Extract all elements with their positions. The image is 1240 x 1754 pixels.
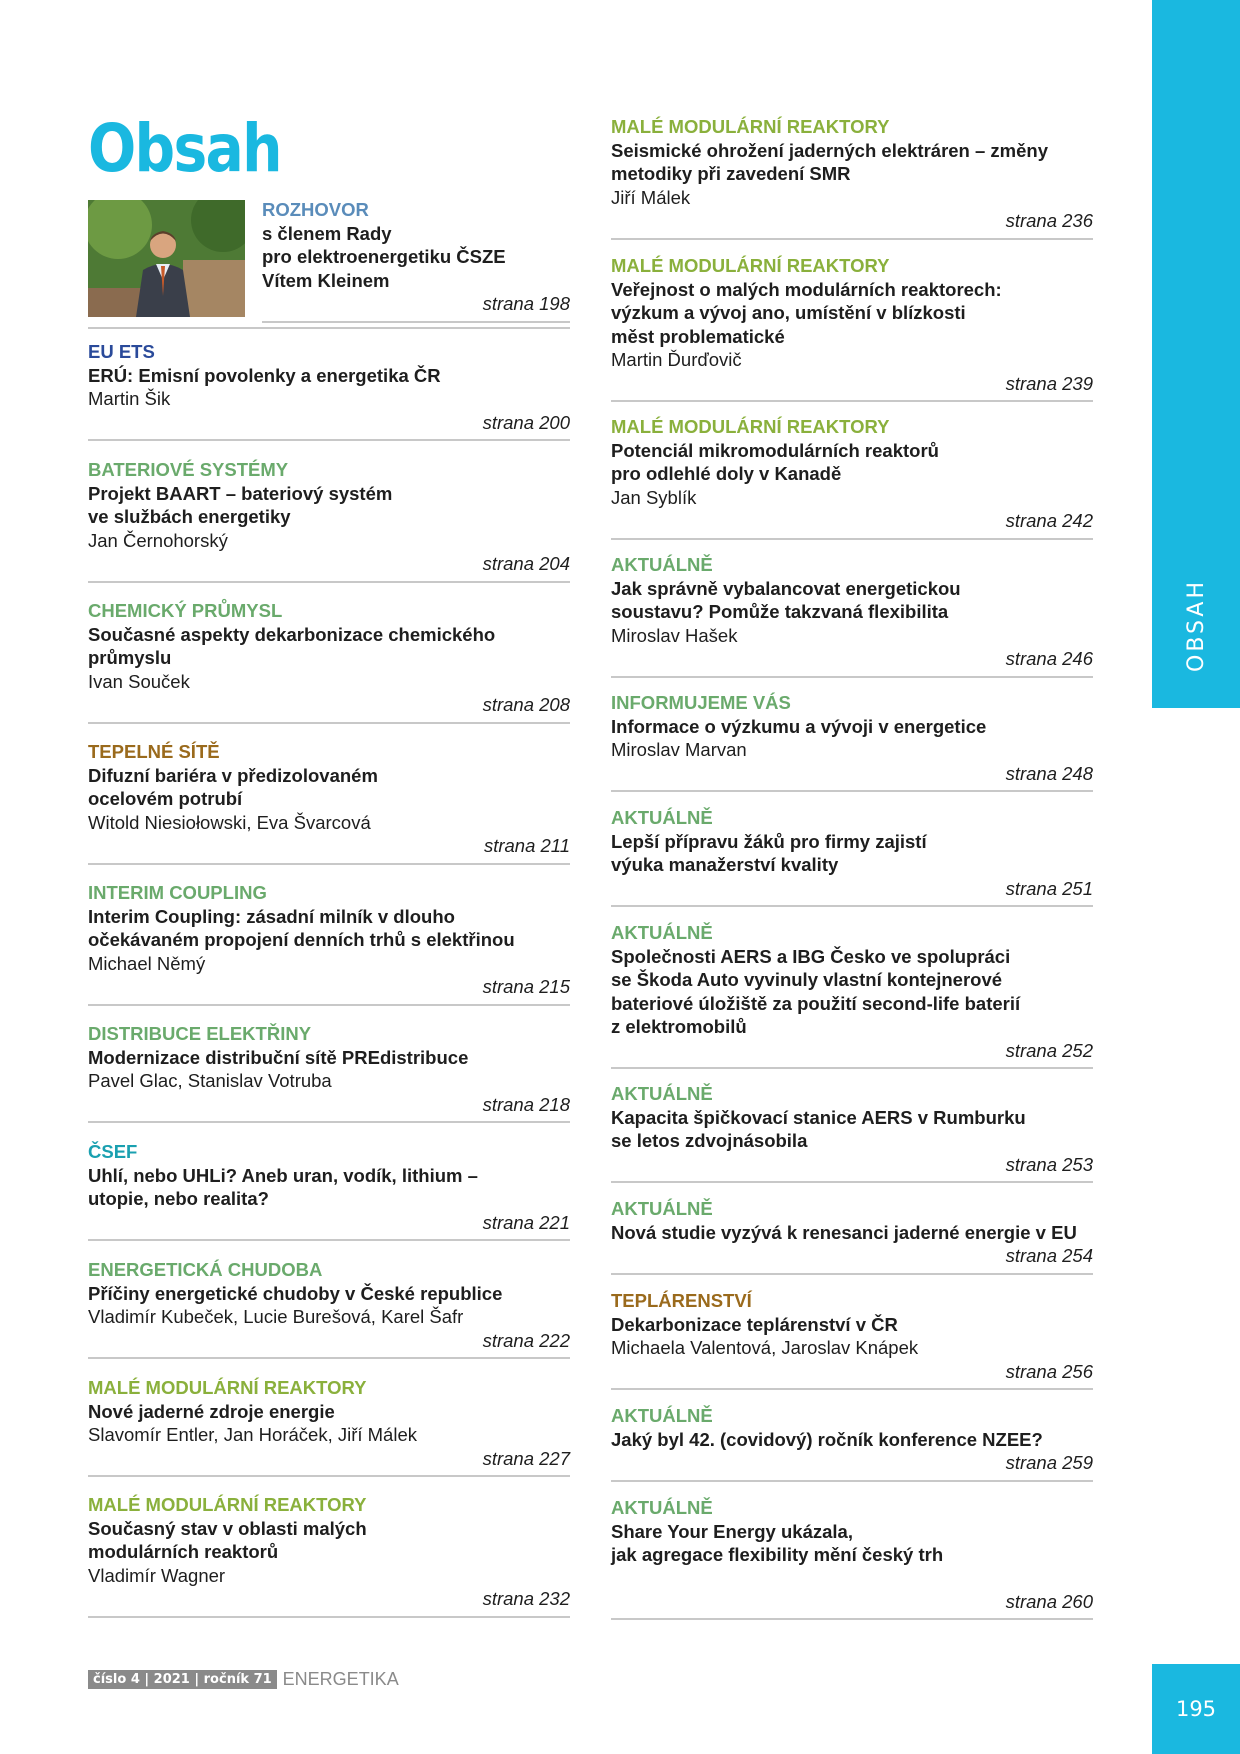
headline: Uhlí, nebo UHLi? Aneb uran, vodík, lithium – [88, 1164, 478, 1186]
category: CHEMICKÝ PRŮMYSL [88, 600, 283, 621]
author: Jan Černohorský [88, 529, 228, 551]
author: Slavomír Entler, Jan Horáček, Jiří Málek [88, 1424, 417, 1445]
headline: Kapacita špičkovací stanice AERS v Rumburku [611, 1106, 1026, 1128]
category: AKTUÁLNĚ [611, 1405, 713, 1426]
toc-entry[interactable] [611, 254, 1093, 402]
headline: metodiky při zavedení SMR [611, 163, 851, 184]
author: Jan Syblík [611, 486, 697, 508]
page-title: Obsah [88, 110, 281, 187]
headline: ocelovém potrubí [88, 788, 243, 809]
toc-entry[interactable] [611, 1289, 1093, 1390]
headline: měst problematické [611, 325, 785, 347]
toc-entry[interactable] [611, 415, 1093, 540]
toc-entry[interactable] [88, 599, 570, 724]
headline: Difuzní bariéra v předizolovaném [88, 764, 378, 786]
author: Vladimír Wagner [88, 1564, 226, 1586]
category: ČSEF [88, 1141, 138, 1162]
toc-entry[interactable] [88, 1376, 570, 1477]
headline: průmyslu [88, 647, 172, 668]
headline: Share Your Energy ukázala, [611, 1520, 853, 1542]
headline: bateriové úložiště za použití second-life baterií [611, 992, 1021, 1014]
page-ref: strana 242 [1005, 510, 1093, 531]
headline: z elektromobilů [611, 1016, 747, 1037]
headline: ve službách energetiky [88, 506, 291, 527]
category: INTERIM COUPLING [88, 882, 267, 903]
headline: se Škoda Auto vyvinuly vlastní kontejnerové [611, 969, 1003, 990]
category: DISTRIBUCE ELEKTŘINY [88, 1023, 312, 1044]
headline: Interim Coupling: zásadní milník v dlouho [88, 905, 455, 927]
category: AKTUÁLNĚ [611, 1198, 713, 1219]
headline: ERÚ: Emisní povolenky a energetika ČR [88, 364, 441, 386]
headline: s členem Rady [262, 222, 392, 244]
page-ref: strana 218 [482, 1093, 570, 1115]
toc-entry[interactable] [88, 881, 570, 1006]
page-ref: strana 222 [482, 1329, 570, 1351]
toc-entry[interactable] [611, 1404, 1093, 1482]
headline: Potenciál mikromodulárních reaktorů [611, 439, 939, 461]
page-ref: strana 204 [482, 553, 570, 574]
author: Witold Niesiołowski, Eva Švarcová [88, 811, 371, 833]
page-ref: strana 221 [482, 1211, 570, 1233]
page-number: 195 [1152, 1664, 1240, 1754]
page-ref: strana 246 [1005, 648, 1093, 669]
headline: Projekt BAART – bateriový systém [88, 482, 393, 504]
toc-entry[interactable] [611, 115, 1093, 240]
page-ref: strana 200 [482, 411, 570, 433]
page-ref: strana 227 [482, 1447, 570, 1469]
headline: Modernizace distribuční sítě PREdistribuce [88, 1046, 469, 1068]
headline: pro odlehlé doly v Kanadě [611, 463, 842, 484]
headline: Příčiny energetické chudoby v České republice [88, 1282, 503, 1304]
page-ref: strana 260 [1005, 1590, 1093, 1612]
headline: Vítem Kleinem [262, 269, 390, 291]
category: ROZHOVOR [262, 199, 369, 220]
headline: pro elektroenergetiku ČSZE [262, 246, 506, 267]
headline: očekávaném propojení denních trhů s elektřinou [88, 929, 515, 950]
toc-entry[interactable] [88, 1258, 570, 1359]
headline: Jaký byl 42. (covidový) ročník konference NZEE? [611, 1428, 1043, 1450]
toc-entry[interactable] [611, 921, 1093, 1069]
magazine-logo: ENERGETIKA [282, 1668, 399, 1689]
page-ref: strana 253 [1005, 1153, 1093, 1175]
category: AKTUÁLNĚ [611, 1083, 713, 1104]
person-photo-icon [88, 200, 245, 317]
page-ref: strana 251 [1005, 877, 1093, 899]
headline: utopie, nebo realita? [88, 1188, 269, 1209]
page-ref: strana 232 [482, 1588, 570, 1609]
category: AKTUÁLNĚ [611, 1497, 713, 1518]
author: Pavel Glac, Stanislav Votruba [88, 1070, 332, 1091]
category: AKTUÁLNĚ [611, 807, 713, 828]
author: Miroslav Marvan [611, 739, 747, 760]
category: MALÉ MODULÁRNÍ REAKTORY [611, 116, 890, 137]
author: Ivan Souček [88, 670, 190, 692]
headline: výuka manažerství kvality [611, 854, 839, 875]
toc-entry[interactable] [88, 1022, 570, 1123]
author: Martin Šik [88, 388, 171, 409]
page-ref: strana 208 [482, 694, 570, 715]
category: AKTUÁLNĚ [611, 554, 713, 575]
toc-entry[interactable] [88, 458, 570, 583]
divider [88, 327, 570, 329]
headline: Nové jaderné zdroje energie [88, 1400, 335, 1422]
headline: soustavu? Pomůže takzvaná flexibilita [611, 601, 949, 622]
category: MALÉ MODULÁRNÍ REAKTORY [611, 416, 890, 437]
page-ref: strana 215 [482, 976, 570, 997]
toc-entry[interactable] [611, 1082, 1093, 1183]
page-ref: strana 248 [1005, 762, 1093, 784]
page-ref: strana 259 [1005, 1452, 1093, 1473]
author: Jiří Málek [611, 186, 691, 208]
toc-entry[interactable] [611, 553, 1093, 678]
headline: modulárních reaktorů [88, 1541, 279, 1562]
toc-entry[interactable] [88, 740, 570, 865]
page-ref: strana 256 [1005, 1360, 1093, 1382]
toc-entry[interactable] [611, 806, 1093, 907]
toc-entry[interactable] [88, 1493, 570, 1618]
headline: Lepší přípravu žáků pro firmy zajistí [611, 830, 927, 852]
footer [88, 1668, 399, 1690]
category: TEPLÁRENSTVÍ [611, 1290, 752, 1311]
category: BATERIOVÉ SYSTÉMY [88, 459, 289, 480]
toc-entry[interactable] [611, 691, 1093, 792]
author: Michaela Valentová, Jaroslav Knápek [611, 1337, 919, 1358]
toc-entry[interactable] [88, 1140, 570, 1241]
category: INFORMUJEME VÁS [611, 692, 791, 713]
category: ENERGETICKÁ CHUDOBA [88, 1259, 323, 1280]
author: Miroslav Hašek [611, 624, 738, 646]
interview-photo [88, 200, 245, 317]
category: TEPELNÉ SÍTĚ [88, 741, 220, 762]
headline: Informace o výzkumu a vývoji v energetice [611, 715, 987, 737]
toc-entry[interactable] [611, 1496, 1093, 1620]
page-ref: strana 239 [1005, 372, 1093, 394]
page-ref: strana 211 [483, 835, 570, 856]
headline: Současný stav v oblasti malých [88, 1517, 367, 1539]
headline: Nová studie vyzývá k renesanci jaderné energie v EU [611, 1221, 1077, 1243]
headline: se letos zdvojnásobila [611, 1130, 808, 1151]
toc-entry-interview[interactable] [262, 198, 570, 323]
headline: Jak správně vybalancovat energetickou [611, 577, 961, 599]
author: Martin Ďurďovič [611, 349, 742, 370]
headline: Dekarbonizace teplárenství v ČR [611, 1313, 898, 1335]
headline: Veřejnost o malých modulárních reaktorech: [611, 278, 1002, 300]
toc-entry[interactable] [611, 1197, 1093, 1275]
toc-entry[interactable] [88, 340, 570, 441]
category: EU ETS [88, 341, 155, 362]
page-ref: strana 254 [1005, 1245, 1093, 1266]
author: Michael Němý [88, 952, 206, 974]
headline: Seismické ohrožení jaderných elektráren – změny [611, 139, 1048, 161]
headline: Společnosti AERS a IBG Česko ve spolupráci [611, 945, 1011, 967]
headline: jak agregace flexibility mění český trh [611, 1544, 944, 1565]
page-ref: strana 252 [1005, 1039, 1093, 1061]
category: AKTUÁLNĚ [611, 922, 713, 943]
category: MALÉ MODULÁRNÍ REAKTORY [88, 1494, 367, 1515]
page-ref: strana 198 [482, 293, 570, 314]
section-label: OBSAH [1183, 578, 1209, 672]
category: MALÉ MODULÁRNÍ REAKTORY [611, 255, 890, 276]
headline: Současné aspekty dekarbonizace chemického [88, 623, 496, 645]
headline: výzkum a vývoj ano, umístění v blízkosti [611, 302, 966, 323]
author: Vladimír Kubeček, Lucie Burešová, Karel Šafr [88, 1306, 464, 1327]
page-ref: strana 236 [1005, 210, 1093, 231]
category: MALÉ MODULÁRNÍ REAKTORY [88, 1377, 367, 1398]
issue-info: číslo 4 | 2021 | ročník 71 [88, 1670, 277, 1689]
